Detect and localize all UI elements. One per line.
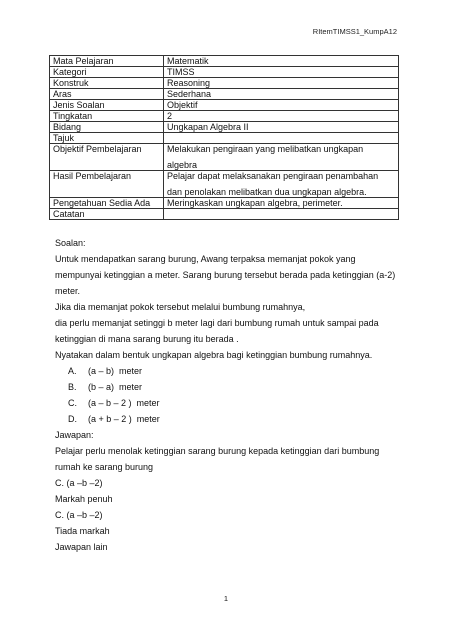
row-value: Objektif	[164, 100, 399, 111]
answer-heading: Jawapan:	[55, 430, 94, 440]
question-paragraph: dia perlu memanjat setinggi b meter lagi dari bumbung rumah untuk sampai pada ketinggian di mana sarang burung itu berada .	[55, 318, 379, 344]
row-value	[164, 133, 399, 144]
row-value: Matematik	[164, 56, 399, 67]
row-key: Jenis Soalan	[50, 100, 164, 111]
table-row	[50, 56, 399, 67]
row-value: Ungkapan Algebra II	[164, 122, 399, 133]
table-row	[50, 67, 399, 78]
option-d	[55, 411, 400, 427]
table-row	[50, 111, 399, 122]
row-value: 2	[164, 111, 399, 122]
question-paragraph: Jika dia memanjat pokok tersebut melalui bumbung rumahnya,	[55, 302, 306, 312]
other-answers-label: Jawapan lain	[55, 542, 108, 552]
value-line: dan penolakan melibatkan dua ungkapan algebra.	[167, 187, 367, 197]
table-row	[50, 100, 399, 111]
option-text: (a – b) meter	[88, 366, 143, 376]
row-value	[164, 209, 399, 220]
table-row	[50, 89, 399, 100]
row-key: Kategori	[50, 67, 164, 78]
option-label: C.	[68, 398, 77, 408]
option-label: A.	[68, 366, 77, 376]
row-value: TIMSS	[164, 67, 399, 78]
page-number: 1	[223, 594, 229, 603]
row-key: Catatan	[50, 209, 164, 220]
option-text: (b – a) meter	[88, 382, 143, 392]
table-row	[50, 78, 399, 89]
row-key: Mata Pelajaran	[50, 56, 164, 67]
answer-full-marks: C. (a –b –2)	[55, 478, 103, 488]
table-row	[50, 122, 399, 133]
row-key: Objektif Pembelajaran	[50, 144, 164, 171]
row-key: Bidang	[50, 122, 164, 133]
answer-options	[55, 363, 400, 427]
row-key: Konstruk	[50, 78, 164, 89]
option-text: (a + b – 2 ) meter	[88, 414, 160, 424]
row-key: Tingkatan	[50, 111, 164, 122]
value-line: algebra	[167, 160, 198, 170]
option-label: B.	[68, 382, 77, 392]
table-row	[50, 144, 399, 171]
row-key: Tajuk	[50, 133, 164, 144]
value-line: Pelajar dapat melaksanakan pengiraan penambahan	[167, 171, 379, 181]
table-row	[50, 198, 399, 209]
row-key: Pengetahuan Sedia Ada	[50, 198, 164, 209]
option-b	[55, 379, 400, 395]
row-value	[164, 171, 399, 198]
answer-no-marks: C. (a –b –2)	[55, 510, 103, 520]
table-row	[50, 133, 399, 144]
table-row	[50, 171, 399, 198]
option-c	[55, 395, 400, 411]
table-row	[50, 209, 399, 220]
row-value: Meringkaskan ungkapan algebra, perimeter.	[164, 198, 399, 209]
row-value: Sederhana	[164, 89, 399, 100]
option-text: (a – b – 2 ) meter	[88, 398, 160, 408]
no-marks-label: Tiada markah	[55, 526, 110, 536]
answer-explanation: Pelajar perlu menolak ketinggian sarang burung kepada ketinggian dari bumbung rumah ke sarang burung	[55, 446, 380, 472]
question-prompt: Nyatakan dalam bentuk ungkapan algebra bagi ketinggian bumbung rumahnya.	[55, 350, 373, 360]
full-marks-label: Markah penuh	[55, 494, 113, 504]
row-key: Hasil Pembelajaran	[50, 171, 164, 198]
question-body	[55, 235, 400, 555]
option-label: D.	[68, 414, 77, 424]
row-value	[164, 144, 399, 171]
document-code: RItemTIMSS1_KumpA12	[312, 27, 397, 36]
value-line: Melakukan pengiraan yang melibatkan ungkapan	[167, 144, 364, 154]
metadata-table	[49, 55, 399, 220]
row-key: Aras	[50, 89, 164, 100]
row-value: Reasoning	[164, 78, 399, 89]
question-heading: Soalan:	[55, 238, 86, 248]
option-a	[55, 363, 400, 379]
question-paragraph: Untuk mendapatkan sarang burung, Awang terpaksa memanjat pokok yang mempunyai ketinggian a meter. Sarang burung tersebut berada pada ketinggian (a-2) meter.	[55, 254, 396, 296]
